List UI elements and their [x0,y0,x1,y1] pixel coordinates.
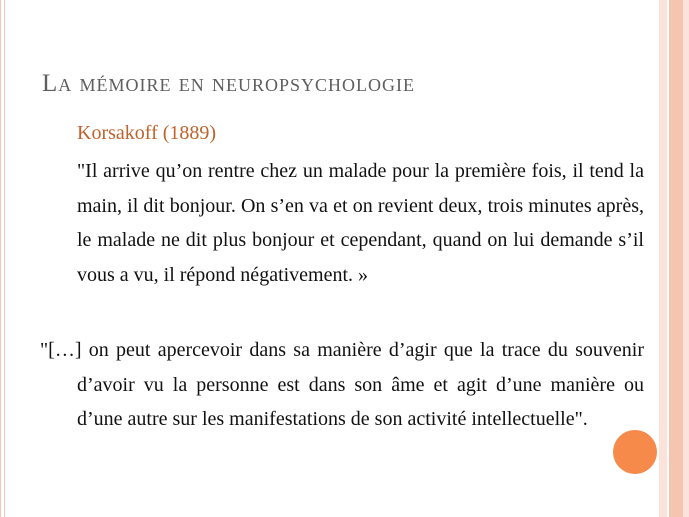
title-rest: a mémoire en neuropsychologie [58,70,416,97]
stripe-light-outer [659,0,667,517]
quote-2-rest: on peut apercevoir dans sa manière d’agir que la trace du souvenir d’avoir vu la personne est dans son âme et agit d’une manière ou d’une autre sur les manifestations de son activité intellectuelle". [77,339,644,430]
title-first-letter: L [42,70,59,97]
accent-dot [613,430,657,474]
stripe-dark [669,0,683,517]
quote-paragraph-1: "Il arrive qu’on rentre chez un malade pour la première fois, il tend la main, il dit bonjour. On s’en va et on revient deux, trois minutes après, le malade ne dit plus bonjour et cependant, quand on lui demande s’il vous a vu, il répond négativement. » [77,160,644,286]
subheading-korsakoff: Korsakoff (1889) [77,122,217,144]
right-decorative-stripes [659,0,689,517]
stripe-light-edge [683,0,689,517]
quote-2-opening: "[…] [40,339,82,361]
quote-paragraph-2 [40,333,644,437]
left-border-stripe [0,0,6,517]
slide-title [42,70,415,98]
